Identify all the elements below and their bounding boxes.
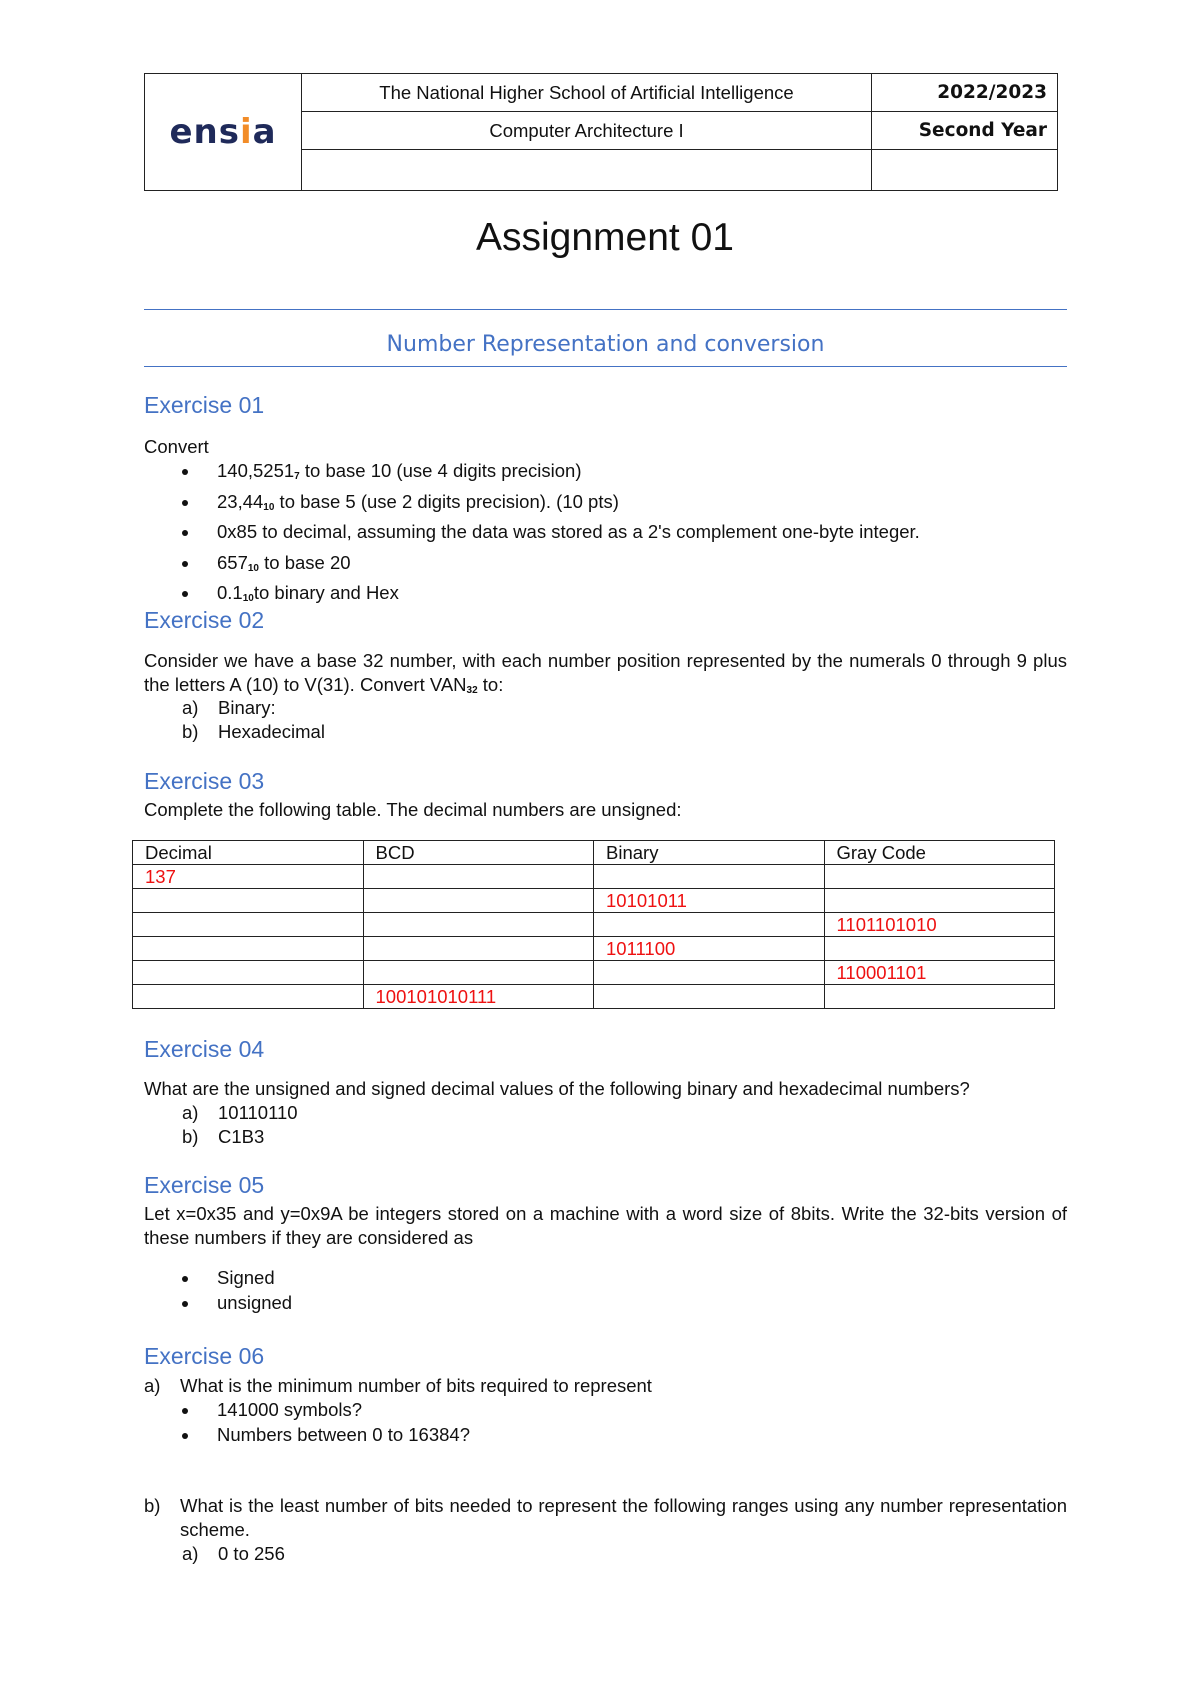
exercise-03-title: Exercise 03: [144, 768, 265, 794]
question-text: What is the least number of bits needed to represent the following ranges using any number representation scheme.: [180, 1495, 1067, 1540]
table-row: [133, 937, 1055, 961]
text: Consider we have a base 32 number, with each number position represented by the numerals 0 through 9 plus the letters A (10) to V(31). Convert VAN: [144, 650, 1067, 695]
marker: a): [182, 697, 199, 718]
list-item: 141000 symbols?: [180, 1398, 470, 1423]
empty-cell: [302, 150, 872, 191]
text: to base 20: [259, 551, 351, 573]
table-cell: [363, 937, 594, 961]
list-item: [180, 459, 920, 490]
divider: [144, 366, 1067, 367]
column-header: Decimal: [133, 841, 364, 865]
text: to base 10 (use 4 digits precision): [299, 460, 582, 481]
table-cell: [594, 865, 825, 889]
list-item: [180, 581, 920, 612]
marker: b): [182, 721, 199, 742]
exercise-01-title: Exercise 01: [144, 392, 265, 418]
column-header: Binary: [594, 841, 825, 865]
exercise-06-b-options: [182, 1542, 285, 1566]
exercise-06-title: Exercise 06: [144, 1343, 265, 1369]
subscript: 7: [294, 471, 300, 482]
exercise-04-title: Exercise 04: [144, 1036, 265, 1062]
exercise-02-text: [144, 649, 1067, 703]
list-item: unsigned: [180, 1291, 292, 1316]
question-text: What is the minimum number of bits required to represent: [180, 1375, 652, 1396]
academic-year: 2022/2023: [872, 74, 1058, 112]
option-text: Binary:: [218, 697, 276, 718]
table-cell: [594, 961, 825, 985]
table-cell: [594, 913, 825, 937]
table-cell: 110001101: [824, 961, 1055, 985]
text: 23,44: [217, 490, 264, 512]
exercise-05-list: [180, 1266, 292, 1315]
empty-cell: [872, 150, 1058, 191]
table-cell: [133, 937, 364, 961]
exercise-04-options: [182, 1101, 298, 1149]
table-cell: [363, 913, 594, 937]
exercise-05-title: Exercise 05: [144, 1172, 265, 1198]
marker: a): [182, 1102, 199, 1123]
table-row: [133, 985, 1055, 1009]
conversion-table: [132, 840, 1055, 1009]
exercise-05-text: Let x=0x35 and y=0x9A be integers stored on a machine with a word size of 8bits. Write the 32-bits version of these numbers if they are considered as: [144, 1203, 1067, 1248]
table-cell: [363, 889, 594, 913]
table-header-row: [133, 841, 1055, 865]
list-item: [180, 490, 920, 521]
table-cell: [594, 985, 825, 1009]
table-row: [133, 889, 1055, 913]
table-row: [133, 961, 1055, 985]
exercise-01-intro: Convert: [144, 436, 209, 457]
exercise-06-a-list: [180, 1398, 470, 1447]
table-cell: 1011100: [594, 937, 825, 961]
header-table: [144, 73, 1058, 191]
table-cell: [824, 889, 1055, 913]
table-cell: [363, 961, 594, 985]
page-title: Assignment 01: [476, 216, 734, 259]
exercise-06-part-b: [144, 1494, 1067, 1542]
option-text: 10110110: [218, 1102, 298, 1123]
table-cell: 1101101010: [824, 913, 1055, 937]
table-row: [133, 865, 1055, 889]
list-item: [180, 551, 920, 582]
table-cell: [363, 865, 594, 889]
marker: b): [144, 1495, 161, 1516]
exercise-02-options: [182, 696, 325, 744]
table-cell: 10101011: [594, 889, 825, 913]
option-text: Hexadecimal: [218, 721, 325, 742]
table-cell: [824, 985, 1055, 1009]
table-cell: 137: [133, 865, 364, 889]
table-cell: [133, 985, 364, 1009]
exercise-02-title: Exercise 02: [144, 607, 265, 633]
exercise-03-text: Complete the following table. The decimal numbers are unsigned:: [144, 799, 682, 820]
study-level: Second Year: [872, 112, 1058, 150]
table-row: [133, 913, 1055, 937]
logo-cell: [145, 74, 302, 191]
table-cell: [824, 937, 1055, 961]
text: 0x85 to decimal, assuming the data was stored as a 2's complement one-byte integer.: [217, 521, 920, 542]
table-cell: [133, 889, 364, 913]
column-header: Gray Code: [824, 841, 1055, 865]
table-cell: 100101010111: [363, 985, 594, 1009]
table-cell: [824, 865, 1055, 889]
list-item: Numbers between 0 to 16384?: [180, 1423, 470, 1448]
marker: a): [182, 1543, 199, 1564]
divider: [144, 309, 1067, 310]
text: 657: [217, 551, 248, 573]
exercise-04-text: What are the unsigned and signed decimal values of the following binary and hexadecimal numbers?: [144, 1078, 970, 1099]
school-name: The National Higher School of Artificial Intelligence: [302, 74, 872, 112]
column-header: BCD: [363, 841, 594, 865]
text: 140,5251: [217, 460, 295, 481]
exercise-01-list: [180, 459, 920, 612]
text: to base 5 (use 2 digits precision). (10 pts): [274, 490, 619, 512]
option-text: 0 to 256: [218, 1543, 285, 1564]
table-cell: [133, 913, 364, 937]
list-item: Signed: [180, 1266, 292, 1291]
ensia-logo: ensia: [169, 112, 277, 152]
subscript: 10: [263, 501, 275, 513]
exercise-06-part-a: [144, 1374, 652, 1398]
course-name: Computer Architecture I: [302, 112, 872, 150]
subscript: 10: [247, 562, 259, 574]
text: 0.1: [217, 582, 243, 603]
subscript: 10: [242, 593, 254, 604]
option-text: C1B3: [218, 1126, 265, 1147]
table-cell: [133, 961, 364, 985]
marker: a): [144, 1375, 161, 1396]
list-item: [180, 520, 920, 551]
subscript: 32: [466, 685, 478, 696]
section-heading: Number Representation and conversion: [386, 332, 825, 357]
marker: b): [182, 1126, 199, 1147]
text: to binary and Hex: [253, 582, 399, 603]
text: to:: [477, 674, 504, 695]
